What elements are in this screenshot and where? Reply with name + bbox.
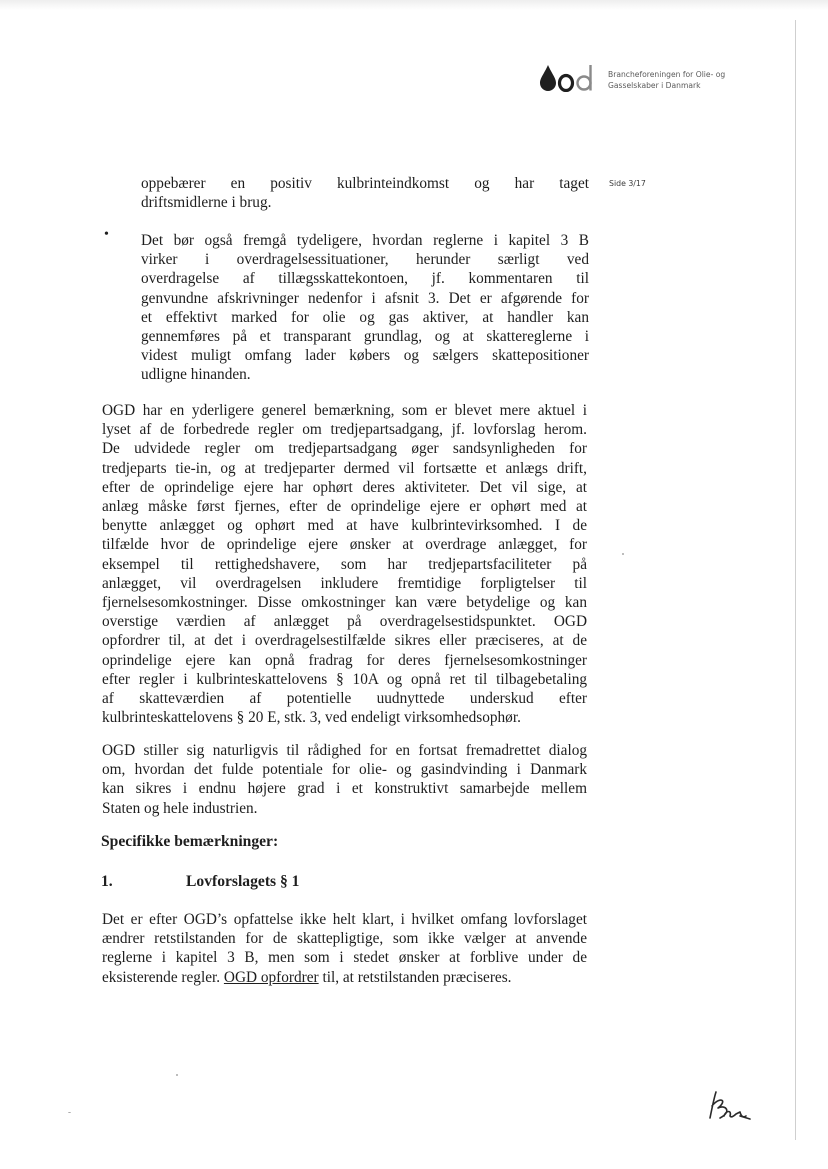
scan-speck	[176, 1074, 178, 1076]
text-fragment: eksisterende regler.	[102, 968, 224, 986]
section-number: 1.	[101, 873, 113, 890]
text-line: udligne hinanden.	[141, 366, 251, 384]
text-line: Staten og hele industrien.	[102, 799, 258, 817]
paragraph-section-1	[102, 910, 587, 987]
text-line: benytte anlægget og ophørt med at have kulbrintevirksomhed. I de	[102, 517, 587, 535]
text-line: tredjeparts tie-in, og at tredjeparter dermed vil fortsætte et anlægs drift,	[102, 459, 587, 477]
text-line: efter de oprindelige ejere har ophørt deres aktiviteter. Det vil sige, at	[102, 478, 587, 496]
bullet-marker: •	[104, 227, 109, 242]
text-line: reglerne i kapitel 3 B, men som i stedet ønsker at forblive under de	[102, 949, 587, 967]
text-line: overdragelse af tillægsskattekontoen, jf. kommentaren til	[141, 270, 589, 288]
text-line: om, hvordan det fulde potentiale for olie- og gasindvinding i Danmark	[102, 761, 587, 779]
text-line: et effektivt marked for olie og gas aktiver, at handler kan	[141, 308, 589, 326]
scan-speck	[622, 553, 624, 555]
org-name-line: Gasselskaber i Danmark	[608, 81, 701, 90]
scan-speck	[68, 1112, 71, 1113]
section-title: Lovforslagets § 1	[186, 873, 300, 890]
page-number: Side 3/17	[609, 179, 646, 188]
text-line: videst muligt omfang lader købers og sælgers skattepositioner	[141, 347, 589, 365]
underlined-phrase: OGD opfordrer	[223, 968, 319, 986]
text-line: genvundne afskrivninger nedenfor i afsnit 3. Det er afgørende for	[141, 289, 589, 307]
text-line: anlægget, vil overdragelsen inkludere fremtidige forpligtelser til	[102, 574, 587, 592]
text-line: eksempel til rettighedshavere, som har tredjepartsfaciliteter på	[102, 555, 587, 573]
text-line: af skatteværdien af potentielle uudnyttede underskud efter	[102, 690, 587, 708]
text-line: overstige værdien af anlægget på overdragelsestidspunktet. OGD	[102, 613, 587, 631]
text-line: De udvidede regler om tredjepartsadgang øger sandsynligheden for	[102, 440, 587, 458]
text-line: lyset af de forbedrede regler om tredjepartsadgang, jf. lovforslag herom.	[102, 421, 587, 439]
page-edge-line	[795, 20, 796, 1140]
paragraph-dialog	[102, 741, 587, 818]
text-line: driftsmidlerne i brug.	[141, 194, 272, 212]
text-line: Det bør også fremgå tydeligere, hvordan reglerne i kapitel 3 B	[141, 232, 589, 249]
text-line	[102, 968, 587, 987]
initials-signature	[700, 1088, 752, 1128]
org-name	[608, 69, 725, 91]
text-line: virker i overdragelsessituationer, herunder særligt ved	[141, 251, 589, 269]
text-line: OGD stiller sig naturligvis til rådighed for en fortsat fremadrettet dialog	[102, 742, 587, 759]
text-line: efter regler i kulbrinteskattelovens § 10A og opnå ret til tilbagebetaling	[102, 670, 587, 688]
scan-shadow	[0, 0, 828, 10]
continuation-text	[141, 174, 589, 212]
text-line: ændrer retstilstanden for de skattepligtige, som ikke vælger at anvende	[102, 930, 587, 948]
text-line: anlæg måske først fjernes, efter de oprindelige ejere er ophørt med at	[102, 498, 587, 516]
text-line: tilfælde hvor de oprindelige ejere ønsker at overdrage anlægget, for	[102, 536, 587, 554]
text-line: oppebærer en positiv kulbrinteindkomst og har taget	[141, 175, 589, 192]
text-line: kulbrinteskattelovens § 20 E, stk. 3, ved endeligt virksomhedsophør.	[102, 709, 521, 727]
text-line: OGD har en yderligere generel bemærkning, som er blevet mere aktuel i	[102, 402, 587, 419]
text-line: Det er efter OGD’s opfattelse ikke helt klart, i hvilket omfang lovforslaget	[102, 911, 587, 928]
text-line: kan sikres i endnu højere grad i et konstruktivt samarbejde mellem	[102, 780, 587, 798]
text-line: gennemføres på et transparant grundlag, og at skattereglerne i	[141, 328, 589, 346]
section-heading: Specifikke bemærkninger:	[101, 833, 279, 850]
org-name-line: Brancheforeningen for Olie- og	[608, 70, 726, 79]
text-line: oprindelige ejere kan opnå fradrag for deres fjernelsesomkostninger	[102, 651, 587, 669]
text-fragment: til, at retstilstanden præciseres.	[318, 968, 512, 986]
ogd-logo	[538, 62, 594, 92]
text-line: opfordrer til, at det i overdragelsestilfælde sikres eller præciseres, at de	[102, 632, 587, 650]
paragraph-general-remark	[102, 401, 587, 727]
text-line: fjernelsesomkostninger. Disse omkostninger kan være betydelige og kan	[102, 594, 587, 612]
bullet-paragraph	[141, 231, 589, 385]
